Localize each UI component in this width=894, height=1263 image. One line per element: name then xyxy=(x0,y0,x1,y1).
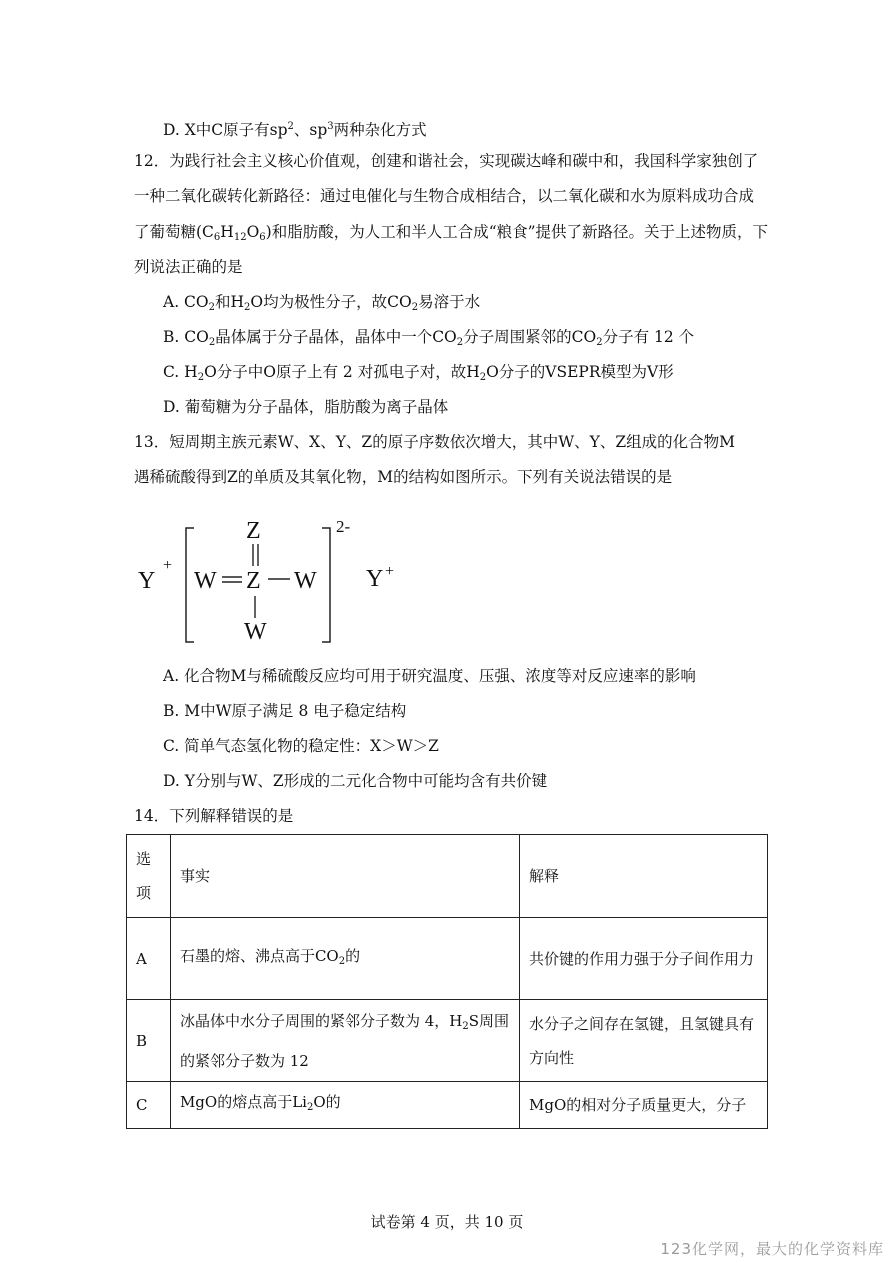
struct-left-w: W xyxy=(194,568,217,594)
q12-option-d: D. 葡萄糖为分子晶体，脂肪酸为离子晶体 xyxy=(163,398,449,416)
struct-right-cation: Y xyxy=(366,566,384,592)
table-row xyxy=(127,918,768,1000)
struct-left-bracket xyxy=(186,528,194,642)
q12-option-c: C. $H_2O$分子中O原子上有 2 对孤电子对，故$H_2O$分子的VSEPR模型为V形 xyxy=(163,363,674,383)
row-a-fact: 石墨的熔、沸点高于$CO_2$的 xyxy=(170,918,519,1000)
q11-option-d: D. X中C原子有$sp^2$、$sp^3$两种杂化方式 xyxy=(163,121,427,139)
struct-anion-charge: 2- xyxy=(336,517,351,536)
q12-stem-line3: 了葡萄糖$(C_6H_{12}O_6)$和脂肪酸，为人工和半人工合成“粮食”提供了新路径。关于上述物质，下 xyxy=(134,223,769,243)
row-a-explanation: 共价键的作用力强于分子间作用力 xyxy=(520,918,768,1000)
q12-option-b: B. $CO_2$晶体属于分子晶体，晶体中一个$CO_2$分子周围紧邻的$CO_2$分子有 12 个 xyxy=(163,328,695,348)
table-row xyxy=(127,1082,768,1129)
header-fact: 事实 xyxy=(170,835,519,918)
page-footer: 试卷第 4 页，共 10 页 xyxy=(370,1213,524,1231)
q12-stem-line4: 列说法正确的是 xyxy=(134,258,243,276)
struct-center-atom: Z xyxy=(246,568,261,594)
q14-table xyxy=(126,834,768,1129)
row-a-option: A xyxy=(127,918,171,1000)
row-b-explanation: 水分子之间存在氢键，且氢键具有方向性 xyxy=(520,1000,768,1082)
q13-option-d: D. Y分别与W、Z形成的二元化合物中可能均含有共价键 xyxy=(163,772,548,790)
struct-right-w: W xyxy=(294,568,317,594)
row-c-option: C xyxy=(127,1082,171,1129)
q13-stem-line1: 13．短周期主族元素W、X、Y、Z的原子序数依次增大，其中W、Y、Z组成的化合物M xyxy=(134,433,735,451)
row-c-fact: MgO的熔点高于$Li_2O$的 xyxy=(170,1082,519,1129)
row-b-fact: 冰晶体中水分子周围的紧邻分子数为 4，$H_2S$周围的紧邻分子数为 12 xyxy=(170,1000,519,1082)
struct-bottom-w: W xyxy=(244,619,267,645)
struct-top-atom: Z xyxy=(246,518,261,544)
q14-stem: 14．下列解释错误的是 xyxy=(134,807,294,825)
table-row xyxy=(127,1000,768,1082)
watermark: 123化学网，最大的化学资料库 xyxy=(660,1240,884,1258)
struct-left-cation-charge: + xyxy=(163,557,173,574)
struct-left-cation: Y xyxy=(138,568,156,594)
header-explanation: 解释 xyxy=(520,835,768,918)
q13-option-a: A. 化合物M与稀硫酸反应均可用于研究温度、压强、浓度等对反应速率的影响 xyxy=(163,667,696,685)
row-b-option: B xyxy=(127,1000,171,1082)
table-header-row xyxy=(127,835,768,918)
q12-stem-line1: 12．为践行社会主义核心价值观，创建和谐社会，实现碳达峰和碳中和，我国科学家独创了 xyxy=(134,152,759,170)
header-option: 选项 xyxy=(127,835,171,918)
row-c-explanation: MgO的相对分子质量更大，分子 xyxy=(520,1082,768,1129)
struct-right-cation-charge: + xyxy=(385,563,395,580)
q13-option-b: B. M中W原子满足 8 电子稳定结构 xyxy=(163,702,407,720)
q12-stem-line2: 一种二氧化碳转化新路径：通过电催化与生物合成相结合，以二氧化碳和水为原料成功合成 xyxy=(134,187,755,205)
struct-right-bracket xyxy=(322,528,330,642)
q13-stem-line2: 遇稀硫酸得到Z的单质及其氧化物，M的结构如图所示。下列有关说法错误的是 xyxy=(134,468,673,486)
q13-option-c: C. 简单气态氢化物的稳定性：X＞W＞Z xyxy=(163,737,439,755)
structure-diagram-m xyxy=(128,508,418,658)
q12-option-a: A. $CO_2$和$H_2O$均为极性分子，故$CO_2$易溶于水 xyxy=(163,293,481,313)
